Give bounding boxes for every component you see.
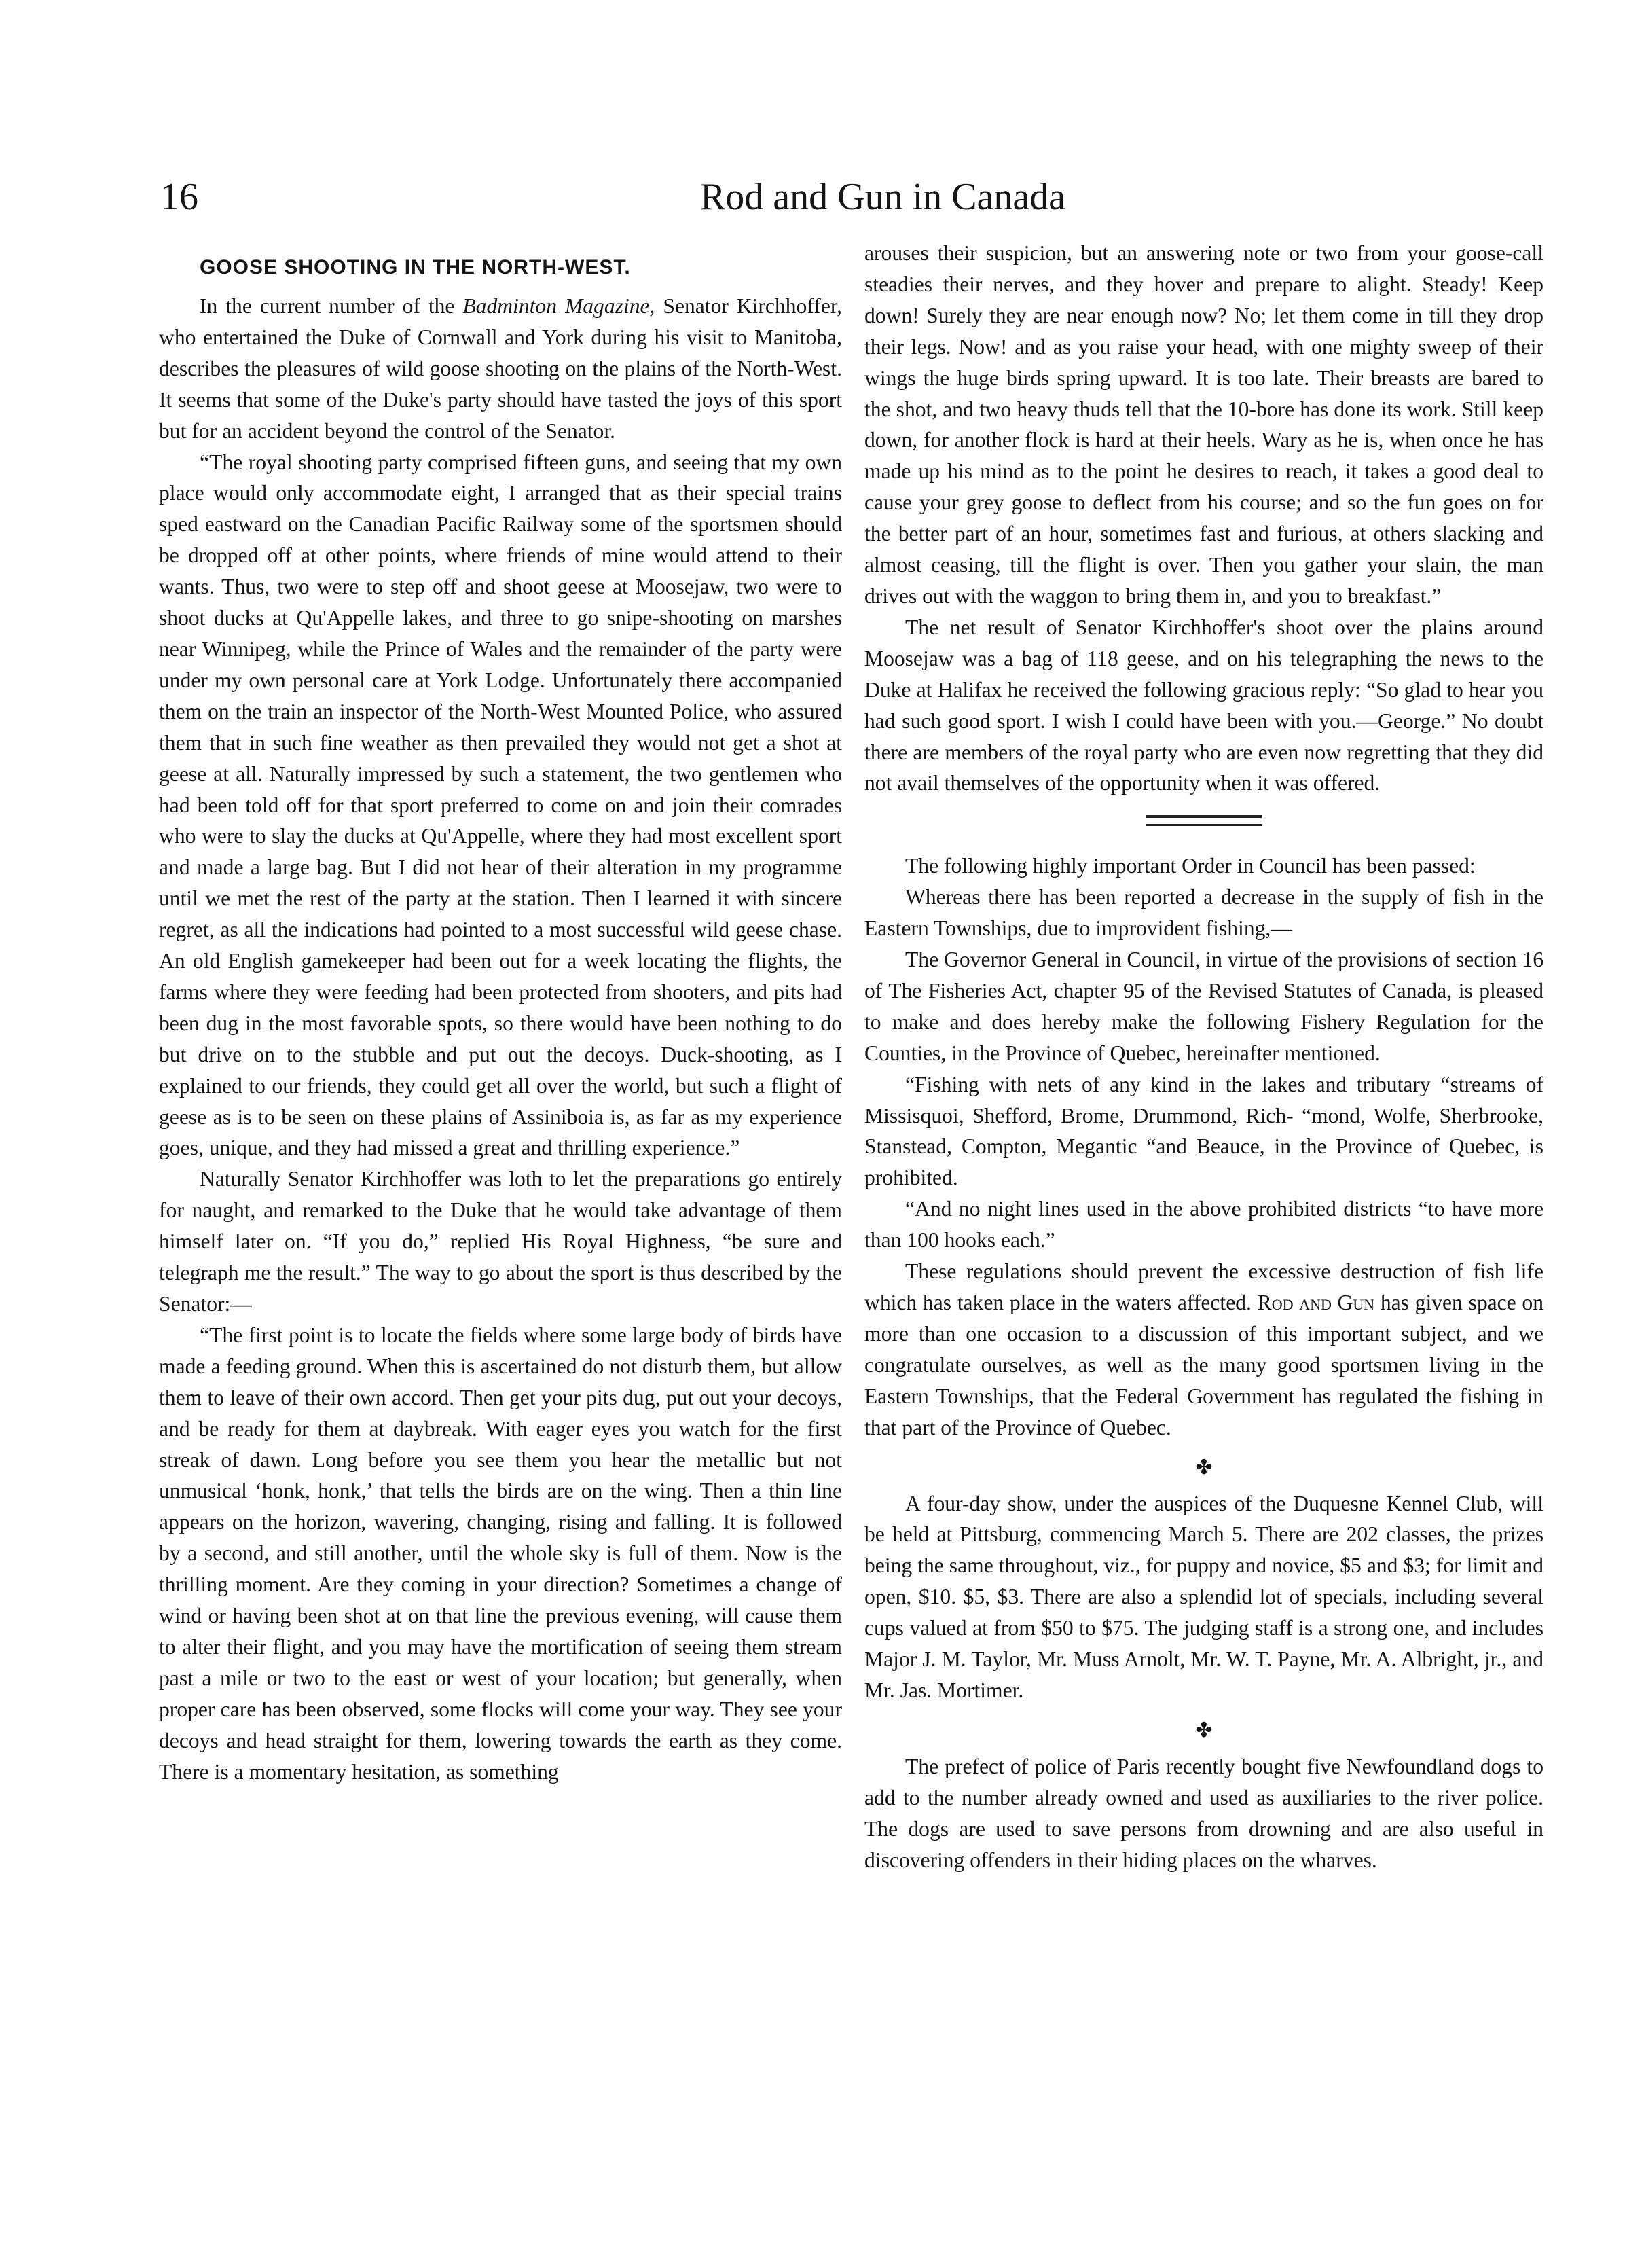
magazine-name: Rod and Gun xyxy=(1257,1291,1375,1314)
section-divider-rule xyxy=(1146,815,1262,826)
article-title: GOOSE SHOOTING IN THE NORTH-WEST. xyxy=(200,256,631,278)
order-regulation: “And no night lines used in the above prohibited districts “to have more than 100 hooks each.” xyxy=(864,1197,1543,1253)
order-governor: The Governor General in Council, in virtue of the provisions of section 16 of The Fisheries Act, chapter 95 of the Revised Statutes of Canada, is pleased to make and does hereby make the following Fishery Regulation for the Counties, in the Province of Quebec, hereinafter mentioned. xyxy=(864,948,1543,1065)
article-paragraph: In the current number of the Badminton Magazine, Senator Kirchhoffer, who entertained the Duke of Cornwall and York during his visit to Manitoba, describes the pleasures of wild goose shooting on the plains of the North-West. It seems that some of the Duke's party should have tasted the joys of this sport but for an accident beyond the control of the Senator. xyxy=(159,294,842,443)
paris-dogs-paragraph: The prefect of police of Paris recently bought five Newfoundland dogs to add to the number already owned and used as auxiliaries to the river police. The dogs are used to save persons from drowning and are also useful in discovering offenders in their hiding places on the wharves. xyxy=(864,1754,1543,1872)
right-column xyxy=(864,238,1543,1876)
order-regulation: “Fishing with nets of any kind in the lakes and tributary “streams of Missisquoi, Shefford, Brome, Drummond, Rich- “mond, Wolfe, Sherbrooke, Stanstead, Compton, Megantic “and Beauce, in the Province of Quebec, is prohibited. xyxy=(864,1072,1543,1190)
running-head: Rod and Gun in Canada xyxy=(699,176,1066,218)
article-paragraph: Naturally Senator Kirchhoffer was loth to let the preparations go entirely for naught, and remarked to the Duke that he would take advantage of them himself later on. “If you do,” replied His Royal Highness, “be sure and telegraph me the result.” The way to go about the sport is thus described by the Senator:— xyxy=(159,1167,842,1316)
order-comment: These regulations should prevent the excessive destruction of fish life which has taken place in the waters affected. Rod and Gun has given space on more than one occasion to a discussion of this important subject, and we congratulate ourselves, as well as the many good sportsmen living in the Eastern Townships, that the Federal Government has regulated the fishing in that part of the Province of Quebec. xyxy=(864,1259,1543,1439)
left-column xyxy=(159,251,842,1788)
magazine-name: Badminton Magazine, xyxy=(462,294,655,318)
article-paragraph: The net result of Senator Kirchhoffer's shoot over the plains around Moosejaw was a bag of 118 geese, and on his telegraphing the news to the Duke at Halifax he received the following gracious reply: “So glad to hear you had such good sport. I wish I could have been with you.—George.” No doubt there are members of the royal party who are even now regretting that they did not avail themselves of the opportunity when it was offered. xyxy=(864,615,1543,795)
order-intro: The following highly important Order in Council has been passed: xyxy=(905,854,1476,878)
kennel-show-paragraph: A four-day show, under the auspices of the Duquesne Kennel Club, will be held at Pittsburg, commencing March 5. There are 202 classes, the prizes being the same throughout, viz., for puppy and novice, $5 and $3; for limit and open, $10. $5, $3. There are also a splendid lot of specials, including several cups valued at from $50 to $75. The judging staff is a strong one, and includes Major J. M. Taylor, Mr. Muss Arnolt, Mr. W. T. Payne, Mr. A. Albright, jr., and Mr. Jas. Mortimer. xyxy=(864,1491,1543,1702)
article-paragraph: “The royal shooting party comprised fifteen guns, and seeing that my own place would only accommodate eight, I arranged that as their special trains sped eastward on the Canadian Pacific Railway some of the sportsmen should be dropped off at other points, where friends of mine would attend to their wants. Thus, two were to step off and shoot geese at Moosejaw, two were to shoot ducks at Qu'Appelle lakes, and three to go snipe-shooting on marshes near Winnipeg, while the Prince of Wales and the remainder of the party were under my own personal care at York Lodge. Unfortunately there accompanied them on the train an inspector of the North-West Mounted Police, who assured them that in such fine weather as then prevailed they would not get a shot at geese at all. Naturally impressed by such a statement, the two gentlemen who had been told off for that sport preferred to come on and join their comrades who were to slay the ducks at Qu'Appelle, where they had most excellent sport and made a large bag. But I did not hear of their alteration in my programme until we met the rest of the party at the station. Then I learned it with sincere regret, as all the indications had pointed to a most successful wild geese chase. An old English gamekeeper had been out for a week locating the flights, the farms where they were feeding had been protected from shooters, and pits had been dug in the most favorable spots, so there would have been nothing to do but drive on to the stubble and put out the decoys. Duck-shooting, as I explained to our friends, they could get all over the world, but such a flight of geese as is to be seen on these plains of Assiniboia is, as far as my experience goes, unique, and they had missed a great and thrilling experience.” xyxy=(159,450,842,1160)
page-number: 16 xyxy=(160,176,198,218)
ornament-icon: ✤ xyxy=(1195,1456,1213,1479)
article-paragraph: “The first point is to locate the fields where some large body of birds have made a feeding ground. When this is ascertained do not disturb them, but allow them to leave of their own accord. Then get your pits dug, put out your decoys, and be ready for them at daybreak. With eager eyes you watch for the first streak of dawn. Long before you see them you hear the metallic but not unmusical ‘honk, honk,’ that tells the birds are on the wing. Then a thin line appears on the horizon, wavering, changing, rising and falling. It is followed by a second, and still another, until the whole sky is full of them. Now is the thrilling moment. Are they coming in your direction? Sometimes a change of wind or having been shot at on that line the previous evening, will cause them to alter their flight, and you may have the mortification of seeing them stream past a mile or two to the east or west of your location; but generally, when proper care has been observed, some flocks will come your way. They see your decoys and head straight for them, lowering towards the earth as they come. There is a momentary hesitation, as something xyxy=(159,1322,842,1784)
article-paragraph-continued: arouses their suspicion, but an answering note or two from your goose-call steadies their nerves, and they hover and prepare to alight. Steady! Keep down! Surely they are near enough now? No; let them come in till they drop their legs. Now! and as you raise your head, with one mighty sweep of their wings the huge birds spring upward. It is too late. Their breasts are bared to the shot, and two heavy thuds tell that the 10-bore has done its work. Still keep down, for another flock is hard at their heels. Wary as he is, when once he has made up his mind as to the point he desires to reach, it takes a good deal to cause your grey goose to deflect from his course; and so the fun goes on for the better part of an hour, sometimes fast and furious, at others slacking and almost ceasing, till the flight is over. Then you gather your slain, the man drives out with the waggon to bring them in, and you to breakfast.” xyxy=(864,241,1543,608)
ornament-icon: ✤ xyxy=(1195,1718,1213,1742)
order-whereas: Whereas there has been reported a decrease in the supply of fish in the Eastern Townships, due to improvident fishing,— xyxy=(864,885,1543,941)
